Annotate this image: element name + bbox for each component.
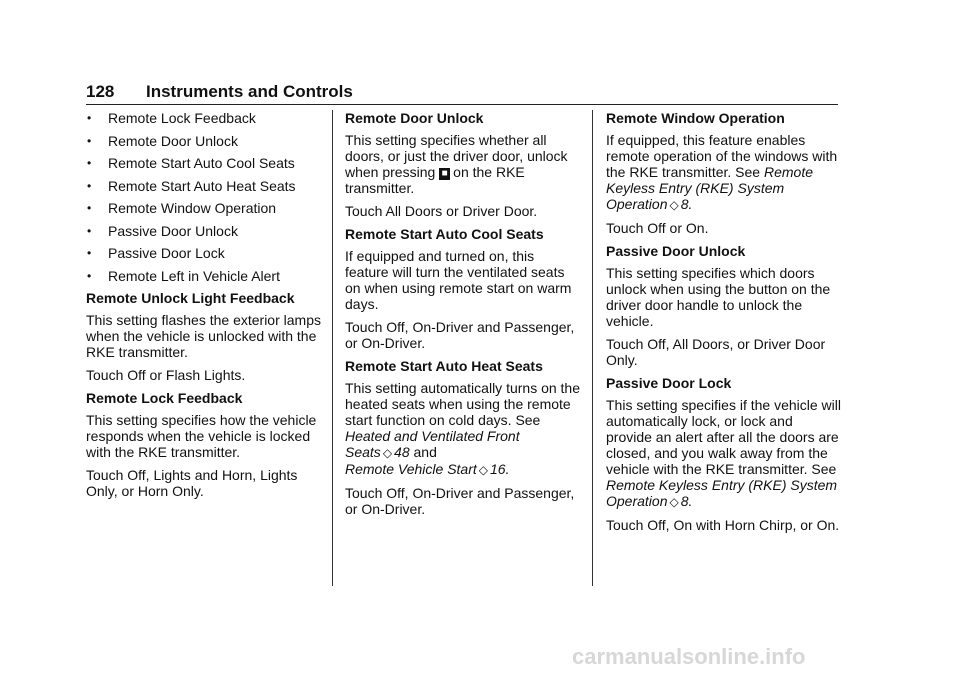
window-op-options: Touch Off or On. xyxy=(606,220,709,236)
and-label: and xyxy=(413,444,437,460)
settings-list xyxy=(86,110,324,284)
door-unlock-options: Touch All Doors or Driver Door. xyxy=(345,203,538,219)
passive-lock-options: Touch Off, On with Horn Chirp, or On. xyxy=(606,517,840,533)
heat-seats-text: This setting automatically turns on the heated seats when using the remote start function on cold days. xyxy=(345,380,581,428)
see-label: See xyxy=(515,412,541,428)
door-unlock-text-b: on the RKE transmitter. xyxy=(345,164,525,196)
passive-unlock-heading: Passive Door Unlock xyxy=(606,243,746,259)
see-label: See xyxy=(811,461,837,477)
list-item: • Passive Door Unlock xyxy=(86,223,324,239)
passive-lock-body: This setting specifies if the vehicle will automatically lock, or lock and provide an alert after all the doors are closed, and you walk away from the vehicle with the RKE transmitter. See Remote Keyless Entry (RKE) System Operation ◇ 8. xyxy=(606,397,841,509)
window-op-body: If equipped, this feature enables remote operation of the windows with the RKE transmitter. See Remote Keyless Entry (RKE) System Operation ◇ 8. xyxy=(606,132,838,212)
remote-start-link[interactable]: Remote Vehicle Start xyxy=(345,461,477,477)
rke-link[interactable]: Remote Keyless Entry (RKE) System Operation xyxy=(606,477,838,509)
unlock-light-options: Touch Off or Flash Lights. xyxy=(86,367,246,383)
page-ref-icon: ◇ xyxy=(669,495,679,509)
section-title: Instruments and Controls xyxy=(146,82,353,101)
window-op-heading: Remote Window Operation xyxy=(606,110,785,126)
passive-lock-heading: Passive Door Lock xyxy=(606,375,732,391)
lock-feedback-heading: Remote Lock Feedback xyxy=(86,390,243,406)
watermark: carmanualsonline.info xyxy=(572,644,806,669)
list-item: • Remote Left in Vehicle Alert xyxy=(86,268,324,284)
column-3 xyxy=(606,110,842,540)
page-number: 128 xyxy=(86,82,115,101)
header-rule xyxy=(86,104,838,105)
heat-seats-options: Touch Off, On-Driver and Passenger, or On-Driver. xyxy=(345,485,575,517)
list-item: • Passive Door Lock xyxy=(86,245,324,261)
door-unlock-body xyxy=(345,132,581,196)
cool-seats-heading: Remote Start Auto Cool Seats xyxy=(345,226,544,242)
heated-seats-page[interactable]: 48 xyxy=(394,444,410,460)
unlock-light-body: This setting flashes the exterior lamps when the vehicle is unlocked with the RKE transmitter. xyxy=(86,312,321,360)
unlock-light-heading: Remote Unlock Light Feedback xyxy=(86,290,295,306)
lock-feedback-options: Touch Off, Lights and Horn, Lights Only, or Horn Only. xyxy=(86,467,298,499)
passive-unlock-options: Touch Off, All Doors, or Driver Door Only. xyxy=(606,336,826,368)
page-ref-icon: ◇ xyxy=(669,198,679,212)
remote-start-page[interactable]: 16 xyxy=(490,461,506,477)
cool-seats-body: If equipped and turned on, this feature will turn the ventilated seats on when using remote start on warm days. xyxy=(345,248,572,312)
cool-seats-options: Touch Off, On-Driver and Passenger, or On-Driver. xyxy=(345,319,575,351)
page-ref-icon: ◇ xyxy=(478,463,488,477)
window-op-text: If equipped, this feature enables remote operation of the windows with the RKE transmitter. See xyxy=(606,132,838,180)
list-item: • Remote Lock Feedback xyxy=(86,110,324,126)
heat-seats-body: This setting automatically turns on the heated seats when using the remote start function on cold days. See Heated and Ventilated Front Seats ◇ 48 and Remote Vehicle Start ◇ 16. xyxy=(345,380,581,477)
door-unlock-text-a: This setting specifies whether all doors, or just the driver door, unlock when pressing xyxy=(345,132,568,180)
page-header xyxy=(86,82,838,106)
rke-page[interactable]: 8 xyxy=(680,196,689,212)
list-item: • Remote Door Unlock xyxy=(86,133,324,149)
list-item: • Remote Start Auto Heat Seats xyxy=(86,178,324,194)
column-1 xyxy=(86,110,324,506)
page-ref-icon: ◇ xyxy=(382,446,393,460)
door-unlock-heading: Remote Door Unlock xyxy=(345,110,484,126)
passive-unlock-body: This setting specifies which doors unlock when using the button on the driver door handle to unlock the vehicle. xyxy=(606,265,831,329)
list-item: • Remote Start Auto Cool Seats xyxy=(86,155,324,171)
list-item: • Remote Window Operation xyxy=(86,200,324,216)
column-2 xyxy=(345,110,581,524)
heat-seats-heading: Remote Start Auto Heat Seats xyxy=(345,358,543,374)
passive-lock-text: This setting specifies if the vehicle will automatically lock, or lock and provide an alert after all the doors are closed, and you walk away from the vehicle with the RKE transmitter. xyxy=(606,397,841,477)
heated-seats-link[interactable]: Heated and Ventilated Front Seats xyxy=(345,428,520,460)
column-divider-1 xyxy=(332,110,333,586)
column-divider-2 xyxy=(592,110,593,586)
rke-page[interactable]: 8 xyxy=(680,493,689,509)
lock-feedback-body: This setting specifies how the vehicle responds when the vehicle is locked with the RKE transmitter. xyxy=(86,412,317,460)
unlock-key-icon: ■ xyxy=(439,168,450,180)
rke-link[interactable]: Remote Keyless Entry (RKE) System Operation xyxy=(606,164,813,212)
